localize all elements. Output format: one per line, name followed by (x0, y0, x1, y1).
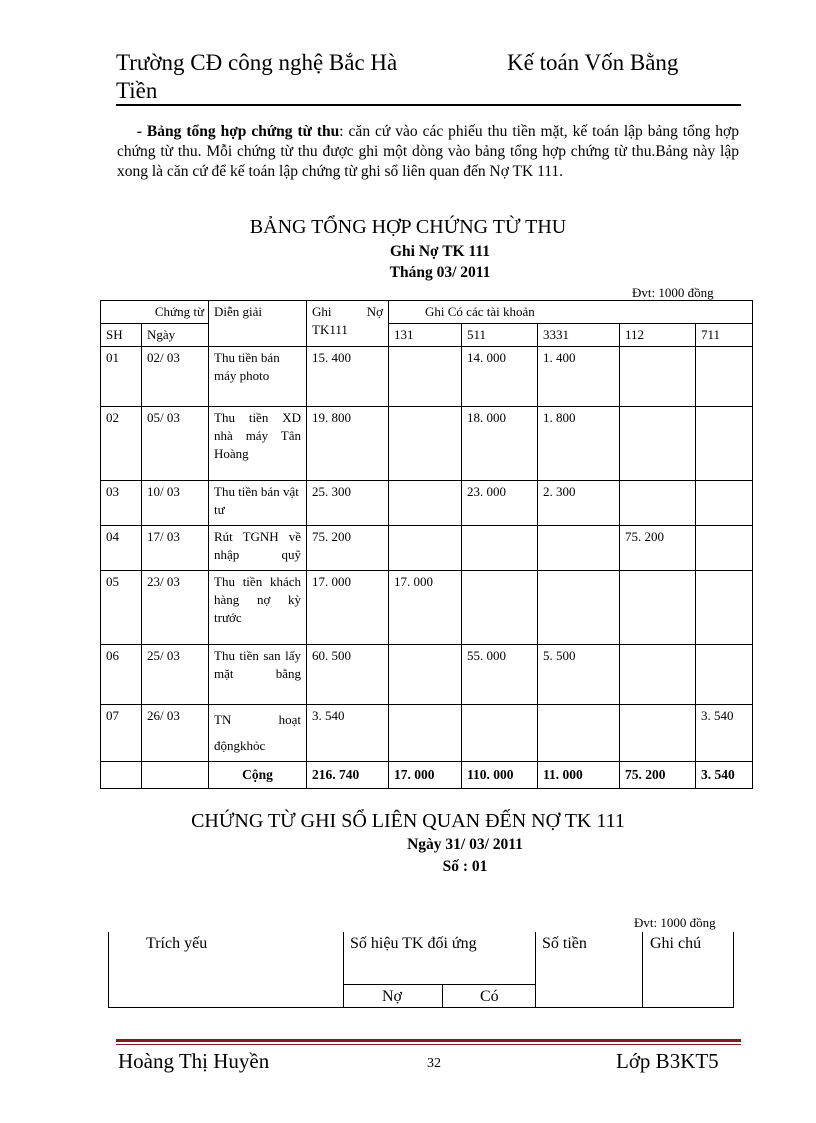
table-row (101, 407, 753, 481)
table-row (101, 705, 753, 762)
cell-511 (462, 526, 538, 571)
cell-112 (620, 347, 696, 407)
cell-dien-giai: Thu tiền san lấy mặt bằng (209, 645, 307, 705)
intro-paragraph (117, 122, 739, 182)
footer-rule (116, 1039, 741, 1042)
cell-711 (696, 347, 753, 407)
cell-dien-giai: Rút TGNH về nhập quỹ (209, 526, 307, 571)
cell-ghi-no: 75. 200 (307, 526, 389, 571)
cell-sh: 01 (101, 347, 142, 407)
cell-112 (620, 705, 696, 762)
col-co: Có (480, 988, 499, 1005)
cell-ngay: 05/ 03 (142, 407, 209, 481)
cell-ghi-no: 19. 800 (307, 407, 389, 481)
cell-dien-giai: TN hoạt độngkhỏc (209, 705, 307, 762)
table-row (101, 571, 753, 645)
total-511: 110. 000 (462, 762, 538, 789)
cell-ghi-no: 60. 500 (307, 645, 389, 705)
col-chung-tu: Chứng từ (101, 301, 209, 324)
cell-ngay: 26/ 03 (142, 705, 209, 762)
table-header-row (101, 301, 753, 324)
table-row (101, 481, 753, 526)
col-3331: 3331 (538, 324, 620, 347)
cell-ngay: 23/ 03 (142, 571, 209, 645)
header-school: Trường CĐ công nghệ Bắc Hà (116, 50, 398, 75)
cell-sh: 07 (101, 705, 142, 762)
table1-title: BẢNG TỔNG HỢP CHỨNG TỪ THU (249, 216, 567, 238)
table2-date: Ngày 31/ 03/ 2011 (407, 836, 523, 853)
cell-112 (620, 645, 696, 705)
table-total-row (101, 762, 753, 789)
cell-131 (389, 407, 462, 481)
cell-dien-giai: Thu tiền khách hàng nợ kỳ trước (209, 571, 307, 645)
col-so-hieu: Số hiệu TK đối ứng (350, 935, 477, 952)
header-school-cont: Tiền (116, 78, 158, 103)
total-label: Cộng (209, 762, 307, 789)
col-ghi-chu: Ghi chú (650, 935, 702, 952)
cell-3331 (538, 571, 620, 645)
cell-711: 3. 540 (696, 705, 753, 762)
table2-title: CHỨNG TỪ GHI SỔ LIÊN QUAN ĐẾN NỢ TK 111 (191, 810, 625, 832)
total-711: 3. 540 (696, 762, 753, 789)
cell-3331: 1. 800 (538, 407, 620, 481)
journal-voucher-table (108, 932, 734, 1008)
cell-ngay: 25/ 03 (142, 645, 209, 705)
cell-511: 23. 000 (462, 481, 538, 526)
cell-dien-giai: Thu tiền bán máy photo (209, 347, 307, 407)
cell-ghi-no: 3. 540 (307, 705, 389, 762)
table-subheader-row (101, 324, 753, 347)
cell-511: 14. 000 (462, 347, 538, 407)
cell-711 (696, 526, 753, 571)
total-131: 17. 000 (389, 762, 462, 789)
intro-text: : căn cứ vào các phiếu thu tiền mặt, kế toán lập bảng tổng hợp chứng từ thu. Mỗi chứng từ thu được ghi một dòng vào bảng tổng hợp chứng từ thu.Bảng này lập xong là căn cứ để kế toán lập chứng từ ghi sổ liên quan đến Nợ TK 111. (117, 123, 739, 180)
cell-ghi-no: 25. 300 (307, 481, 389, 526)
cell-dien-giai: Thu tiền XD nhà máy Tân Hoàng (209, 407, 307, 481)
col-so-tien: Số tiền (542, 935, 587, 952)
cell-131 (389, 526, 462, 571)
table1-subtitle2: Tháng 03/ 2011 (389, 264, 491, 281)
col-112: 112 (620, 324, 696, 347)
col-711: 711 (696, 324, 753, 347)
total-112: 75. 200 (620, 762, 696, 789)
page-number: 32 (427, 1056, 441, 1071)
table1-unit: Đvt: 1000 đồng (632, 285, 714, 300)
cell-sh: 02 (101, 407, 142, 481)
cell-131 (389, 481, 462, 526)
col-ghi-co: Ghi Có các tài khoản (389, 301, 753, 324)
cell-sh: 03 (101, 481, 142, 526)
col-sh: SH (101, 324, 142, 347)
cell-dien-giai: Thu tiền bán vật tư (209, 481, 307, 526)
cell-711 (696, 571, 753, 645)
col-ghi-no (307, 301, 389, 347)
cell-3331: 1. 400 (538, 347, 620, 407)
receipts-summary-table (100, 300, 753, 789)
total-ghi-no: 216. 740 (307, 762, 389, 789)
cell-131 (389, 645, 462, 705)
cell-131 (389, 705, 462, 762)
cell-711 (696, 407, 753, 481)
cell-ngay: 02/ 03 (142, 347, 209, 407)
cell-3331 (538, 705, 620, 762)
col-ghi-no-line2: TK111 (312, 322, 348, 337)
col-trich-yeu: Trích yếu (146, 935, 208, 952)
intro-lead: - Bảng tổng hợp chứng từ thu (136, 123, 340, 140)
cell-ghi-no: 17. 000 (307, 571, 389, 645)
col-511: 511 (462, 324, 538, 347)
cell-ngay: 17/ 03 (142, 526, 209, 571)
table-row (101, 526, 753, 571)
cell-711 (696, 481, 753, 526)
cell-511 (462, 705, 538, 762)
cell-511: 18. 000 (462, 407, 538, 481)
table-row (101, 645, 753, 705)
cell-511 (462, 571, 538, 645)
footer-author: Hoàng Thị Huyền (118, 1049, 270, 1073)
col-no: Nợ (382, 988, 403, 1005)
header-rule (116, 104, 741, 106)
cell-sh: 04 (101, 526, 142, 571)
col-ngay: Ngày (142, 324, 209, 347)
cell-112: 75. 200 (620, 526, 696, 571)
table2-number: Số : 01 (442, 858, 488, 875)
header-subject: Kế toán Vốn Bằng (507, 50, 679, 75)
cell-sh: 05 (101, 571, 142, 645)
cell-112 (620, 407, 696, 481)
col-dien-giai: Diễn giải (209, 301, 307, 347)
total-3331: 11. 000 (538, 762, 620, 789)
cell-3331 (538, 526, 620, 571)
cell-511: 55. 000 (462, 645, 538, 705)
table1-subtitle1: Ghi Nợ TK 111 (389, 243, 491, 260)
cell-711 (696, 645, 753, 705)
cell-sh: 06 (101, 645, 142, 705)
cell-112 (620, 481, 696, 526)
table-row (101, 347, 753, 407)
col-131: 131 (389, 324, 462, 347)
cell-ghi-no: 15. 400 (307, 347, 389, 407)
table2-unit: Đvt: 1000 đồng (634, 915, 716, 930)
footer-class: Lớp B3KT5 (616, 1049, 719, 1073)
cell-131: 17. 000 (389, 571, 462, 645)
cell-131 (389, 347, 462, 407)
cell-ngay: 10/ 03 (142, 481, 209, 526)
col-ghi-no-line1: Ghi Nợ (312, 304, 383, 319)
cell-3331: 2. 300 (538, 481, 620, 526)
cell-112 (620, 571, 696, 645)
cell-3331: 5. 500 (538, 645, 620, 705)
